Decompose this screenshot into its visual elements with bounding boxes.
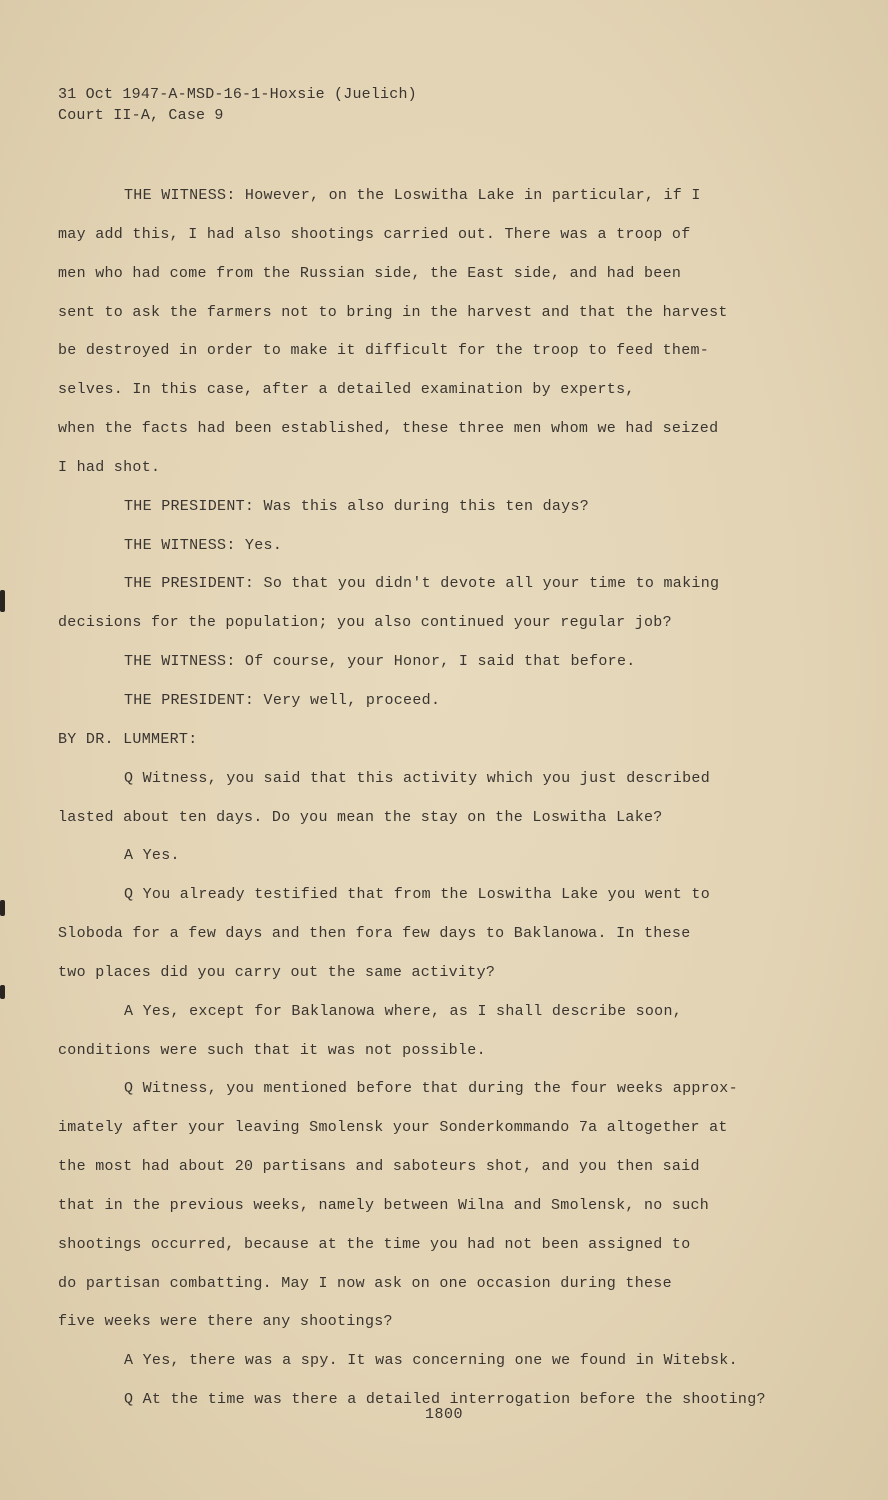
document-header (58, 84, 417, 126)
transcript-line: A Yes, except for Baklanowa where, as I shall describe soon, (124, 1002, 683, 1020)
transcript-line: may add this, I had also shootings carried out. There was a troop of (58, 225, 691, 243)
transcript-line: A Yes. (124, 847, 180, 865)
transcript-line: that in the previous weeks, namely between Wilna and Smolensk, no such (58, 1196, 710, 1214)
transcript-line: THE WITNESS: However, on the Loswitha Lake in particular, if I (124, 187, 701, 204)
page-number: 1800 (424, 1406, 463, 1423)
transcript-line: the most had about 20 partisans and saboteurs shot, and you then said (58, 1158, 700, 1176)
transcript-line: THE PRESIDENT: So that you didn't devote all your time to making (124, 575, 720, 593)
header-court-line: Court II-A, Case 9 (58, 107, 224, 124)
transcript-line: Q Witness, you said that this activity which you just described (124, 769, 710, 787)
transcript-line: THE WITNESS: Yes. (124, 536, 283, 554)
transcript-line: decisions for the population; you also continued your regular job? (58, 614, 672, 632)
transcript-line: sent to ask the farmers not to bring in the harvest and that the harvest (58, 303, 728, 321)
transcript-line: A Yes, there was a spy. It was concerning one we found in Witebsk. (124, 1352, 738, 1370)
transcript-line: five weeks were there any shootings? (58, 1313, 393, 1331)
transcript-line: shootings occurred, because at the time you had not been assigned to (58, 1235, 691, 1253)
transcript-line: Q At the time was there a detailed interrogation before the shooting? (124, 1391, 766, 1409)
binding-mark (0, 590, 5, 612)
transcript-body (58, 177, 818, 1420)
transcript-line: two places did you carry out the same activity? (58, 963, 496, 981)
binding-mark (0, 985, 5, 999)
transcript-line: THE WITNESS: Of course, your Honor, I said that before. (124, 653, 636, 671)
transcript-line: men who had come from the Russian side, the East side, and had been (58, 264, 682, 282)
header-date-line: 31 Oct 1947-A-MSD-16-1-Hoxsie (Juelich) (58, 86, 417, 103)
transcript-line: THE PRESIDENT: Very well, proceed. (124, 691, 441, 709)
binding-mark (0, 900, 5, 916)
transcript-line: I had shot. (58, 458, 161, 476)
transcript-line: lasted about ten days. Do you mean the stay on the Loswitha Lake? (58, 808, 663, 826)
transcript-line: THE PRESIDENT: Was this also during this ten days? (124, 497, 590, 515)
transcript-line: Q You already testified that from the Loswitha Lake you went to (124, 886, 710, 904)
transcript-line: selves. In this case, after a detailed examination by experts, (58, 381, 635, 399)
transcript-line: do partisan combatting. May I now ask on one occasion during these (58, 1274, 672, 1292)
transcript-line: conditions were such that it was not possible. (58, 1041, 486, 1059)
transcript-line: Q Witness, you mentioned before that during the four weeks approx- (124, 1080, 738, 1098)
transcript-line: when the facts had been established, these three men whom we had seized (58, 420, 719, 438)
transcript-line: Sloboda for a few days and then fora few days to Baklanowa. In these (58, 925, 691, 943)
transcript-line: be destroyed in order to make it difficult for the troop to feed them- (58, 342, 710, 360)
transcript-line: BY DR. LUMMERT: (58, 730, 198, 748)
transcript-line: imately after your leaving Smolensk your Sonderkommando 7a altogether at (58, 1119, 728, 1137)
